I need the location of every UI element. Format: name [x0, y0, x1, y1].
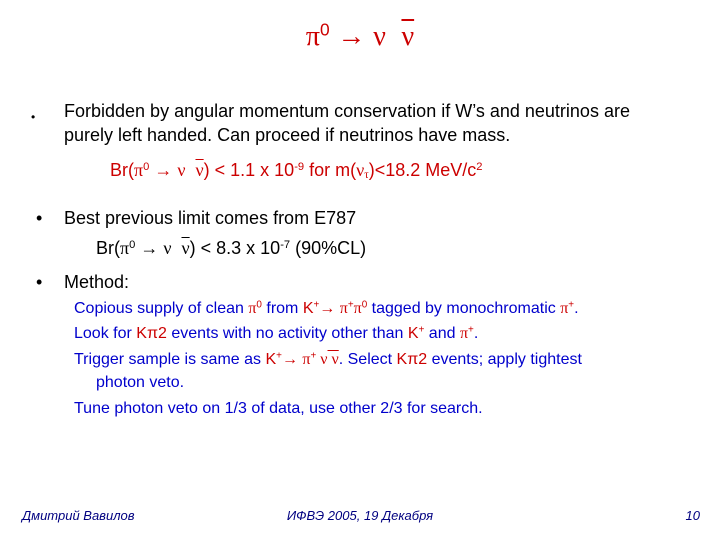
eq2-rest: ) < 8.3 x 10 [189, 238, 281, 258]
title-zero: 0 [320, 19, 330, 40]
eq1-arrow: → [149, 160, 178, 180]
method-line-1: Copious supply of clean $\pi^0$ from $K^+\to \pi^+\pi^0$ tagged by monochromatic π+. [74, 299, 579, 317]
title-nubar: $\overline{\nu}$ [401, 21, 415, 52]
slide-title [0, 20, 720, 53]
footer-event: ИФВЭ 2005, 19 Декабря [286, 508, 434, 523]
eq1-nubar: $\overline{\nu}$ [195, 160, 204, 180]
branching-ratio-equation-2 [96, 238, 366, 259]
eq1-nutau: ν [356, 160, 365, 180]
eq1-nu: ν [177, 160, 186, 180]
bullet-2-text: Best previous limit comes from E787 [64, 208, 357, 228]
eq1-tail: )<18.2 MeV/c [368, 160, 477, 180]
method-line-2: Look for Kπ2 events with no activity other than K+ and π+. [74, 324, 479, 342]
eq2-arrow: → [135, 238, 164, 258]
title-arrow: → [329, 20, 374, 51]
footer-author: Дмитрий Вавилов [22, 508, 135, 523]
eq1-tail-exp: 2 [476, 160, 483, 173]
branching-ratio-equation-1 [110, 160, 483, 181]
bullet-dot-3: • [36, 272, 43, 292]
eq2-nubar: $\overline{\nu}$ [181, 238, 190, 258]
title-nu: ν [373, 21, 386, 52]
bullet-dot-1: • [31, 110, 36, 124]
method-line-3-continued: photon veto. [96, 374, 185, 391]
bullet-dot-2: • [36, 208, 43, 228]
bullet-1-text [64, 99, 630, 147]
footer-page-number: 10 [685, 508, 700, 523]
eq1-rest: ) < 1.1 x 10 [203, 160, 295, 180]
method-line-4: Tune photon veto on 1/3 of data, use other 2/3 for search. [74, 400, 483, 417]
eq1-zero: 0 [143, 160, 150, 173]
eq2-cl: (90%CL) [290, 238, 367, 258]
bullet-1-line-1: Forbidden by angular momentum conservation if W’s and neutrinos are [64, 101, 630, 121]
eq2-zero: 0 [129, 238, 136, 251]
eq1-pi: π [134, 160, 144, 180]
bullet-3-text: Method: [64, 272, 130, 292]
eq1-tau: τ [364, 169, 369, 182]
title-pi: π [305, 21, 320, 52]
eq2-exp: -7 [280, 238, 291, 251]
eq2-br: Br( [96, 238, 120, 258]
eq1-for: for m( [304, 160, 357, 180]
eq1-exp: -9 [294, 160, 305, 173]
eq1-br: Br( [110, 160, 134, 180]
eq2-nu: ν [163, 238, 172, 258]
bullet-1-line-2: purely left handed. Can proceed if neutrinos have mass. [64, 125, 511, 145]
eq2-pi: π [120, 238, 130, 258]
method-line-3: Trigger sample is same as K+→ π+ ν ν. Select Kπ2 events; apply tightest [74, 350, 582, 368]
